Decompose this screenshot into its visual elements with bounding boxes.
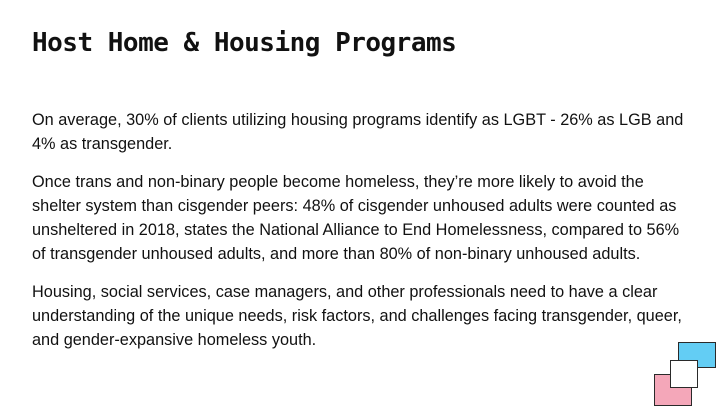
paragraph-lgbt-statistics: On average, 30% of clients utilizing housing programs identify as LGBT - 26% as LGB and 4% as transgender. <box>32 111 684 153</box>
slide-title: Host Home & Housing Programs <box>32 28 457 58</box>
slide-body <box>32 108 694 366</box>
paragraph-unsheltered-statistics: Once trans and non-binary people become homeless, they’re more likely to avoid the shelter system than cisgender peers: 48% of cisgender unhoused adults were counted as unsheltered in 2018, states the National Alliance to End Homelessness, compared to 56% of transgender unhoused adults, and more than 80% of non-binary unhoused adults. <box>32 173 680 263</box>
paragraph-professional-understanding: Housing, social services, case managers, and other professionals need to have a clear understanding of the unique needs, risk factors, and challenges facing transgender, queer, and gender-expansive homeless youth. <box>32 283 682 349</box>
decorative-white-square <box>670 360 698 388</box>
